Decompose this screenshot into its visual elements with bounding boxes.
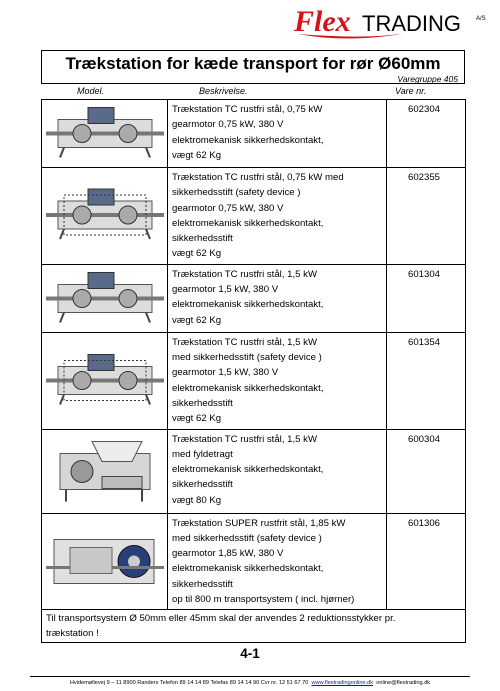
product-description [168, 100, 387, 168]
description-line: Trækstation TC rustfri stål, 0,75 kW med [172, 172, 344, 183]
station-machine-image [42, 333, 167, 428]
description-line: gearmotor 0,75 kW, 380 V [172, 119, 284, 131]
product-item-no: 601304 [387, 264, 466, 332]
footer-divider [30, 676, 470, 677]
logo-suffix: A/S [476, 16, 486, 22]
description-line: elektromekanisk sikkerhedskontakt, [172, 217, 324, 229]
flex-trading-logo [292, 4, 492, 44]
footer-website-link[interactable]: www.flextradingonline.dk [311, 680, 374, 686]
station-machine-image [42, 265, 167, 332]
station-machine-image [42, 514, 167, 609]
product-image-cell [42, 168, 168, 265]
description-line: sikkerhedsstift [172, 397, 233, 409]
description-line: sikkerhedsstift [172, 233, 233, 245]
station-machine-image [42, 168, 167, 262]
page-title: Trækstation for kæde transport for rør Ø60mm [65, 54, 441, 73]
footnote-line: trækstation ! [46, 628, 99, 640]
product-image-cell [42, 332, 168, 429]
product-description [168, 168, 387, 265]
product-item-no: 601306 [387, 513, 466, 610]
description-line: elektromekanisk sikkerhedskontakt, [172, 464, 324, 476]
description-line: med fyldetragt [172, 448, 233, 460]
page-number: 4-1 [240, 646, 260, 661]
product-image-cell [42, 264, 168, 332]
column-headers [41, 86, 465, 98]
product-item-no: 602355 [387, 168, 466, 265]
description-line: elektromekanisk sikkerhedskontakt, [172, 134, 324, 146]
product-item-no: 602304 [387, 100, 466, 168]
product-item-no: 600304 [387, 429, 466, 513]
description-line: sikkerhedsstift [172, 578, 233, 590]
title-box [41, 50, 465, 84]
product-row [42, 168, 466, 265]
description-line: sikkerhedsstift (safety device ) [172, 187, 301, 199]
logo-flex: Flex [294, 5, 351, 38]
description-line: op til 800 m transportsystem ( incl. hjørner) [172, 594, 355, 606]
product-description [168, 332, 387, 429]
station-machine-image [42, 430, 167, 513]
product-item-no: 601354 [387, 332, 466, 429]
description-line: sikkerhedsstift [172, 479, 233, 491]
product-row [42, 332, 466, 429]
description-line: gearmotor 1,5 kW, 380 V [172, 284, 279, 296]
product-row [42, 100, 466, 168]
product-image-cell [42, 100, 168, 168]
description-line: vægt 62 Kg [172, 248, 222, 260]
footnote [42, 610, 466, 643]
description-line: med sikkerhedsstift (safety device ) [172, 532, 322, 544]
description-line: Trækstation TC rustfri stål, 0,75 kW [172, 104, 323, 115]
product-image-cell [42, 429, 168, 513]
product-row [42, 429, 466, 513]
station-machine-image [42, 100, 167, 167]
description-line: Trækstation TC rustfri stål, 1,5 kW [172, 268, 318, 280]
footnote-line: Til transportsystem Ø 50mm eller 45mm skal der anvendes 2 reduktionsstykker pr. [46, 613, 396, 625]
description-line: elektromekanisk sikkerhedskontakt, [172, 299, 324, 311]
product-image-cell [42, 513, 168, 610]
footer-address: Hvidemøllevej 9 – 11 8900 Randers Telefon 89 14 14 89 Telefax 89 14 14 90 Cvr nr. 12 51 67 70 [69, 680, 309, 686]
footer-email[interactable]: online@flextrading.dk [376, 680, 431, 686]
description-line: gearmotor 0,75 kW, 380 V [172, 202, 284, 214]
product-description [168, 429, 387, 513]
description-line: Trækstation TC rustfri stål, 1,5 kW [172, 433, 318, 445]
logo-trading: TRADING [362, 11, 461, 36]
description-line: vægt 62 Kg [172, 149, 222, 161]
product-row [42, 264, 466, 332]
description-line: vægt 62 Kg [172, 314, 222, 326]
description-line: med sikkerhedsstift (safety device ) [172, 352, 322, 364]
page-footer [0, 680, 500, 686]
column-header-model: Model. [77, 86, 105, 96]
logo-graphic [292, 4, 492, 44]
footnote-row [42, 610, 466, 643]
product-table [41, 99, 466, 643]
description-line: gearmotor 1,85 kW, 380 V [172, 548, 284, 560]
description-line: Trækstation TC rustfri stål, 1,5 kW [172, 336, 318, 348]
product-group: Varegruppe 405 [397, 74, 458, 84]
product-description [168, 513, 387, 610]
product-row [42, 513, 466, 610]
description-line: vægt 62 Kg [172, 413, 222, 425]
column-header-item-no: Vare nr. [395, 86, 427, 96]
description-line: vægt 80 Kg [172, 494, 222, 506]
column-header-description: Beskrivelse. [199, 86, 248, 96]
description-line: elektromekanisk sikkerhedskontakt, [172, 563, 324, 575]
description-line: gearmotor 1,5 kW, 380 V [172, 367, 279, 379]
description-line: Trækstation SUPER rustfrit stål, 1,85 kW [172, 517, 346, 529]
description-line: elektromekanisk sikkerhedskontakt, [172, 382, 324, 394]
product-description [168, 264, 387, 332]
